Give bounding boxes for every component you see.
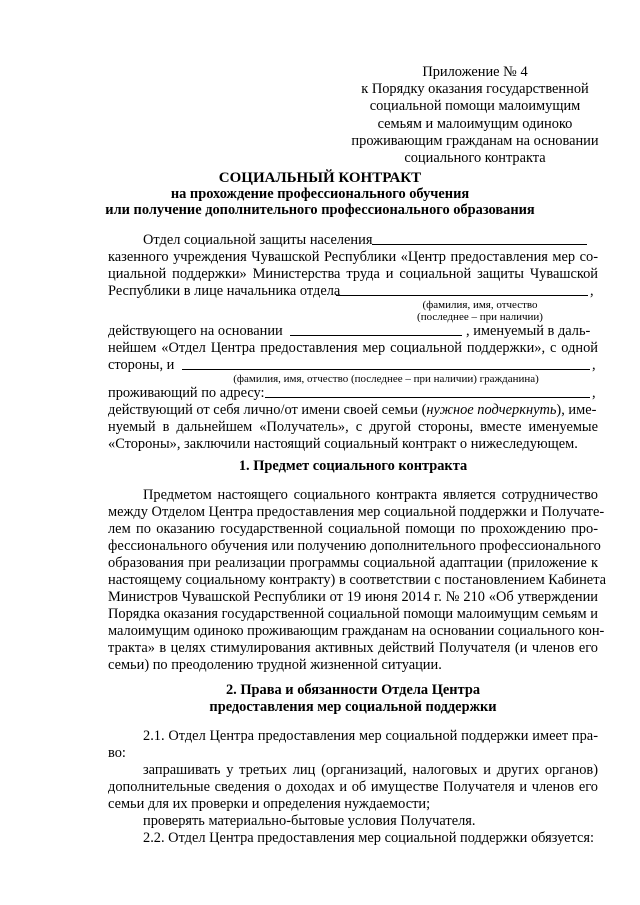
preamble-line: Отдел социальной защиты населения [143, 232, 373, 248]
section-line: тракта» в целях стимулирования активных действий Получателя (и членов его [108, 640, 598, 656]
comma: , [590, 283, 594, 299]
preamble-line: казенного учреждения Чувашской Республики «Центр предоставления мер со- [108, 249, 598, 265]
preamble-line: нуемый в дальнейшем «Получатель», с другой стороны, вместе именуемые [108, 419, 598, 435]
section-line: дополнительные сведения о доходах и об имуществе Получателя и членов его [108, 779, 598, 795]
appendix-line: социального контракта [404, 150, 546, 167]
section-line: во: [108, 745, 126, 761]
preamble-line: стороны, и [108, 357, 175, 373]
hint-text: (фамилия, имя, отчество (последнее – при наличии) гражданина) [233, 373, 539, 385]
section-line: семьи) по преодолению трудной жизненной ситуации. [108, 657, 442, 673]
appendix-line: социальной помощи малоимущим [369, 98, 581, 115]
hint-text: (последнее – при наличии) [417, 311, 543, 323]
section-line: запрашивать у третьих лиц (организаций, налоговых и других органов) [143, 762, 598, 778]
section-line: фессионального обучения или получению дополнительного профессионального [108, 538, 601, 554]
section-line: Министров Чувашской Республики от 19 июня 2014 г. № 210 «Об утверждении [108, 589, 598, 605]
section-line: настоящему социальному контракту) в соответствии с постановлением Кабинета [108, 572, 607, 588]
preamble-text: действующий от себя лично/от имени своей семьи ( [108, 402, 427, 418]
appendix-line: проживающим гражданам на основании [351, 132, 599, 149]
preamble-line: циальной поддержки» Министерства труда и социальной защиты Чувашской [108, 266, 598, 282]
comma: , [592, 385, 596, 401]
department-blank[interactable] [372, 232, 587, 245]
section-line: лем по оказанию государственной социальной помощи по прохождению про- [108, 521, 598, 537]
section-line: Предметом настоящего социального контракта является сотрудничество [143, 487, 598, 503]
section-line: между Отделом Центра предоставления мер социальной поддержки и Получате- [108, 504, 605, 520]
appendix-line: к Порядку оказания государственной [361, 81, 589, 98]
head-name-blank[interactable] [336, 283, 588, 296]
preamble-line: нейшем «Отдел Центра предоставления мер социальной поддержки», с одной [108, 340, 598, 356]
contract-title: СОЦИАЛЬНЫЙ КОНТРАКТ [218, 170, 422, 186]
basis-blank[interactable] [290, 323, 462, 336]
section-line: проверять материально-бытовые условия Получателя. [143, 813, 476, 829]
note-italic: нужное подчеркнуть [426, 402, 557, 418]
appendix-line: Приложение № 4 [422, 64, 528, 80]
preamble-line: действующего на основании [108, 323, 283, 339]
section-line: Порядка оказания государственной социальной помощи малоимущим семьям и [108, 606, 598, 622]
comma: , [592, 357, 596, 373]
citizen-name-blank[interactable] [182, 357, 590, 370]
section-line: малоимущим одиноко проживающим гражданам на основании социального кон- [108, 623, 605, 639]
section-line: 2.1. Отдел Центра предоставления мер социальной поддержки имеет пра- [143, 728, 598, 744]
hint-text: (фамилия, имя, отчество [422, 299, 538, 311]
preamble-line: проживающий по адресу: [108, 385, 265, 401]
section-line: образования при реализации программы социальной адаптации (приложение к [108, 555, 598, 571]
preamble-line: «Стороны», заключили настоящий социальный контракт о нижеследующем. [108, 436, 578, 452]
section-heading: предоставления мер социальной поддержки [209, 699, 497, 715]
preamble-text: ), име- [556, 402, 597, 418]
section-line: семьи для их проверки и определения нуждаемости; [108, 796, 431, 812]
address-blank[interactable] [265, 385, 590, 398]
contract-subtitle: на прохождение профессионального обучения [170, 186, 470, 202]
preamble-line [108, 402, 598, 419]
preamble-line: Республики в лице начальника отдела [108, 283, 341, 299]
appendix-line: семьям и малоимущим одиноко [377, 115, 573, 132]
preamble-line: , именуемый в даль- [466, 323, 591, 339]
contract-subtitle: или получение дополнительного профессионального образования [105, 202, 535, 218]
section-line: 2.2. Отдел Центра предоставления мер социальной поддержки обязуется: [143, 830, 594, 846]
section-heading: 2. Права и обязанности Отдела Центра [225, 682, 481, 698]
section-heading: 1. Предмет социального контракта [238, 458, 468, 474]
appendix-block [340, 64, 610, 167]
